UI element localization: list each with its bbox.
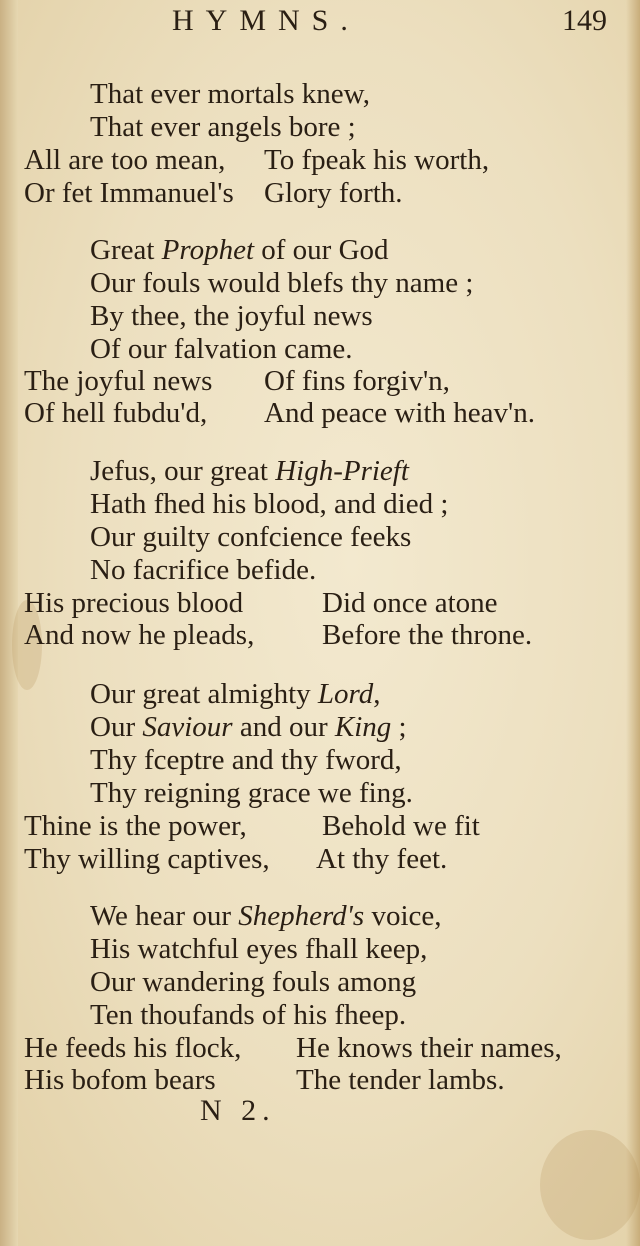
couplet-part-b: Of fins forgiv'n, [264, 365, 450, 397]
couplet-part-a: The joyful news [24, 365, 213, 397]
couplet-line [24, 587, 498, 619]
couplet-part-a: Thy willing captives, [24, 843, 270, 875]
verse-line: Hath fhed his blood, and died ; [90, 488, 449, 520]
couplet-part-b: And peace with heav'n. [264, 397, 535, 429]
couplet-line [24, 843, 448, 875]
verse-line: Thy fceptre and thy fword, [90, 744, 402, 776]
verse-line: We hear our Shepherd's voice, [90, 900, 442, 932]
verse-line: Our wandering fouls among [90, 966, 417, 998]
verse-line: Our guilty confcience feeks [90, 521, 412, 553]
verse-line: Our great almighty Lord, [90, 678, 381, 710]
page-edge [626, 0, 640, 1246]
couplet-line [24, 144, 490, 176]
verse-line: No facrifice befide. [90, 554, 317, 586]
couplet-part-a: And now he pleads, [24, 619, 255, 651]
verse-line: That ever mortals knew, [90, 78, 370, 110]
couplet-line [24, 1032, 562, 1064]
verse-line: Our Saviour and our King ; [90, 711, 407, 743]
verse-line: That ever angels bore ; [90, 111, 356, 143]
couplet-part-a: Or fet Immanuel's [24, 177, 234, 209]
couplet-part-b: Behold we fit [322, 810, 480, 842]
verse-line: Ten thoufands of his fheep. [90, 999, 407, 1031]
couplet-part-a: Thine is the power, [24, 810, 247, 842]
couplet-part-b: Did once atone [322, 587, 498, 619]
couplet-part-b: The tender lambs. [296, 1064, 505, 1096]
couplet-part-b: To fpeak his worth, [264, 144, 490, 176]
signature-mark: N 2. [200, 1094, 276, 1127]
verse-line: Thy reigning grace we fing. [90, 777, 413, 809]
couplet-line [24, 619, 533, 651]
verse-line: His watchful eyes fhall keep, [90, 933, 428, 965]
couplet-part-a: He feeds his flock, [24, 1032, 242, 1064]
couplet-part-a: Of hell fubdu'd, [24, 397, 208, 429]
verse-line: Our fouls would blefs thy name ; [90, 267, 474, 299]
couplet-line [24, 177, 403, 209]
couplet-part-b: Glory forth. [264, 177, 403, 209]
verse-line: Jefus, our great High-Prieft [90, 455, 409, 487]
paper-stain [540, 1130, 640, 1240]
couplet-line [24, 397, 535, 429]
couplet-line [24, 365, 450, 397]
couplet-part-b: Before the throne. [322, 619, 533, 651]
couplet-line [24, 810, 480, 842]
couplet-line [24, 1064, 505, 1096]
page-header: HYMNS. [172, 4, 360, 37]
verse-line: Of our falvation came. [90, 333, 353, 365]
couplet-part-a: His precious blood [24, 587, 244, 619]
couplet-part-a: All are too mean, [24, 144, 226, 176]
verse-line: By thee, the joyful news [90, 300, 373, 332]
couplet-part-b: At thy feet. [316, 843, 448, 875]
page-number: 149 [562, 4, 607, 37]
couplet-part-a: His bofom bears [24, 1064, 216, 1096]
verse-line: Great Prophet of our God [90, 234, 389, 266]
couplet-part-b: He knows their names, [296, 1032, 562, 1064]
